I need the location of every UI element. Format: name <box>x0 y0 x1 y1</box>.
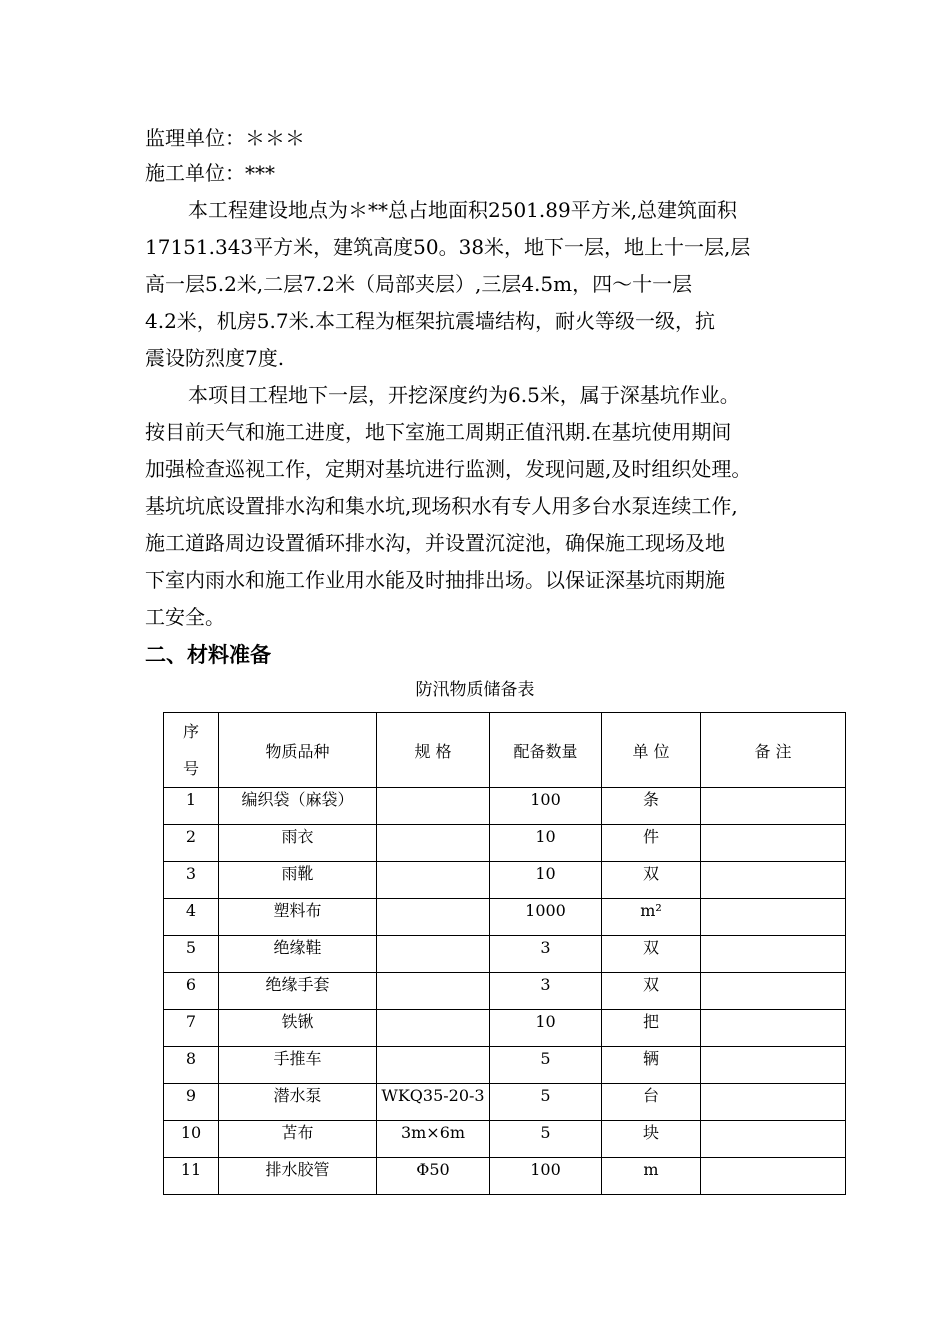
cell-unit: 双 <box>602 936 701 973</box>
materials-table <box>163 712 846 1195</box>
table-row <box>164 936 846 973</box>
cell-seq: 7 <box>164 1010 219 1047</box>
cell-seq: 4 <box>164 899 219 936</box>
table-row <box>164 1158 846 1195</box>
cell-item: 手推车 <box>219 1047 377 1084</box>
paragraph-line: 4.2米，机房5.7米.本工程为框架抗震墙结构，耐火等级一级，抗 <box>145 309 715 333</box>
cell-unit: m² <box>602 899 701 936</box>
paragraph-line: 本项目工程地下一层，开挖深度约为6.5米，属于深基坑作业。 <box>188 383 740 407</box>
cell-seq: 3 <box>164 862 219 899</box>
cell-seq: 8 <box>164 1047 219 1084</box>
cell-seq: 5 <box>164 936 219 973</box>
cell-spec: 3m×6m <box>377 1121 490 1158</box>
paragraph-line: 下室内雨水和施工作业用水能及时抽排出场。以保证深基坑雨期施 <box>145 568 725 592</box>
cell-seq: 2 <box>164 825 219 862</box>
paragraph-line: 工安全。 <box>145 605 225 629</box>
table-row <box>164 1121 846 1158</box>
cell-qty: 10 <box>490 1010 602 1047</box>
cell-unit: 台 <box>602 1084 701 1121</box>
cell-qty: 10 <box>490 862 602 899</box>
paragraph-line: 基坑坑底设置排水沟和集水坑,现场积水有专人用多台水泵连续工作, <box>145 494 738 518</box>
cell-remark <box>701 862 846 899</box>
cell-spec <box>377 899 490 936</box>
cell-item: 雨衣 <box>219 825 377 862</box>
cell-unit: m <box>602 1158 701 1195</box>
cell-spec <box>377 1010 490 1047</box>
paragraph-line: 本工程建设地点为＊**总占地面积2501.89平方米,总建筑面积 <box>188 198 738 222</box>
cell-remark <box>701 1010 846 1047</box>
table-row <box>164 1010 846 1047</box>
cell-qty: 10 <box>490 825 602 862</box>
cell-item: 铁锹 <box>219 1010 377 1047</box>
table-row <box>164 973 846 1010</box>
header-item: 物质品种 <box>219 713 377 788</box>
cell-unit: 块 <box>602 1121 701 1158</box>
header-spec: 规 格 <box>377 713 490 788</box>
cell-spec <box>377 788 490 825</box>
cell-item: 潜水泵 <box>219 1084 377 1121</box>
table-header-row <box>164 713 846 788</box>
cell-item: 绝缘鞋 <box>219 936 377 973</box>
cell-seq: 10 <box>164 1121 219 1158</box>
cell-remark <box>701 1047 846 1084</box>
cell-item: 塑料布 <box>219 899 377 936</box>
header-seq: 序 号 <box>164 713 219 788</box>
cell-item: 编织袋（麻袋） <box>219 788 377 825</box>
cell-remark <box>701 936 846 973</box>
cell-seq: 1 <box>164 788 219 825</box>
cell-remark <box>701 973 846 1010</box>
cell-remark <box>701 1158 846 1195</box>
cell-spec <box>377 936 490 973</box>
cell-unit: 双 <box>602 862 701 899</box>
cell-item: 苫布 <box>219 1121 377 1158</box>
cell-qty: 100 <box>490 788 602 825</box>
cell-qty: 5 <box>490 1121 602 1158</box>
cell-unit: 双 <box>602 973 701 1010</box>
table-row <box>164 1047 846 1084</box>
cell-qty: 3 <box>490 936 602 973</box>
cell-qty: 100 <box>490 1158 602 1195</box>
cell-item: 排水胶管 <box>219 1158 377 1195</box>
paragraph-line: 按目前天气和施工进度，地下室施工周期正值汛期.在基坑使用期间 <box>145 420 732 444</box>
cell-item: 绝缘手套 <box>219 973 377 1010</box>
cell-remark <box>701 825 846 862</box>
header-unit: 单 位 <box>602 713 701 788</box>
cell-spec <box>377 1047 490 1084</box>
table-row <box>164 1084 846 1121</box>
cell-seq: 11 <box>164 1158 219 1195</box>
cell-unit: 件 <box>602 825 701 862</box>
header-remark: 备 注 <box>701 713 846 788</box>
cell-spec <box>377 825 490 862</box>
cell-remark <box>701 899 846 936</box>
cell-qty: 5 <box>490 1047 602 1084</box>
table-row <box>164 825 846 862</box>
contractor-line: 施工单位：*** <box>145 161 275 185</box>
cell-qty: 5 <box>490 1084 602 1121</box>
paragraph-line: 17151.343平方米，建筑高度50。38米，地下一层，地上十一层,层 <box>145 235 751 259</box>
section-heading: 二、材料准备 <box>145 643 271 667</box>
table-row <box>164 899 846 936</box>
cell-spec <box>377 973 490 1010</box>
table-title: 防汛物质储备表 <box>415 680 535 700</box>
cell-unit: 辆 <box>602 1047 701 1084</box>
cell-unit: 把 <box>602 1010 701 1047</box>
supervisor-line: 监理单位：＊＊＊ <box>145 126 305 150</box>
table-row <box>164 788 846 825</box>
cell-remark <box>701 788 846 825</box>
cell-seq: 9 <box>164 1084 219 1121</box>
paragraph-line: 高一层5.2米,二层7.2米（局部夹层）,三层4.5m，四～十一层 <box>145 272 693 296</box>
cell-remark <box>701 1084 846 1121</box>
cell-spec: WKQ35-20-3 <box>377 1084 490 1121</box>
header-qty: 配备数量 <box>490 713 602 788</box>
cell-spec: Φ50 <box>377 1158 490 1195</box>
cell-unit: 条 <box>602 788 701 825</box>
cell-qty: 1000 <box>490 899 602 936</box>
cell-qty: 3 <box>490 973 602 1010</box>
cell-remark <box>701 1121 846 1158</box>
paragraph-line: 震设防烈度7度. <box>145 346 285 370</box>
paragraph-line: 加强检查巡视工作，定期对基坑进行监测，发现问题,及时组织处理。 <box>145 457 752 481</box>
table-row <box>164 862 846 899</box>
cell-item: 雨靴 <box>219 862 377 899</box>
paragraph-line: 施工道路周边设置循环排水沟，并设置沉淀池，确保施工现场及地 <box>145 531 725 555</box>
cell-seq: 6 <box>164 973 219 1010</box>
cell-spec <box>377 862 490 899</box>
